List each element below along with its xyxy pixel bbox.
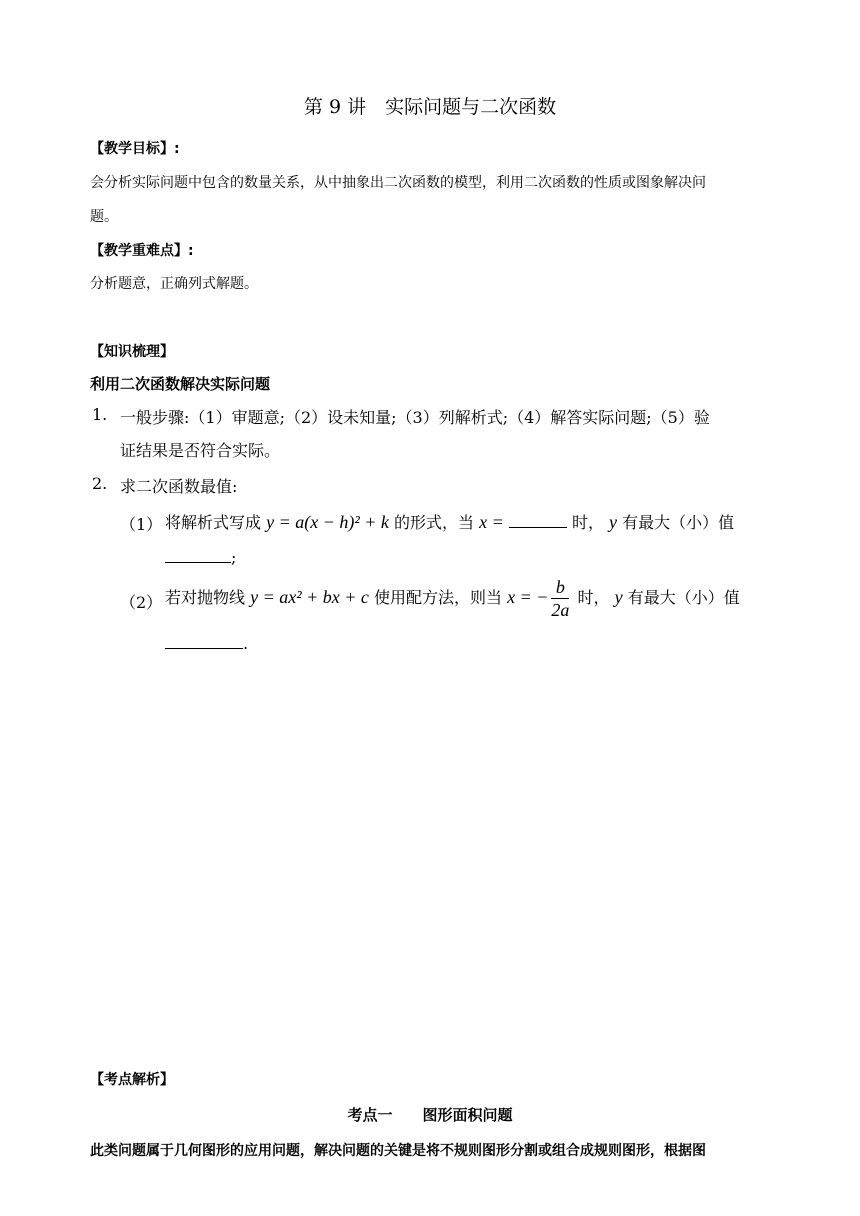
sub2-value-blank[interactable] [165, 632, 243, 649]
sub1-line [165, 510, 734, 533]
sub1-x-eq: x = [479, 512, 504, 532]
sub2-number: （2） [120, 593, 163, 612]
objectives-heading: 【教学目标】: [90, 141, 180, 157]
page-title: 第 9 讲 实际问题与二次函数 [303, 96, 557, 118]
sub1-y: y [609, 512, 618, 532]
key-points-text: 分析题意，正确列式解题。 [90, 276, 258, 292]
sub1-answer-blank[interactable] [509, 511, 567, 528]
sub1-value-blank[interactable] [165, 546, 231, 563]
sub2-tail: 有最大（小）值 [627, 588, 740, 607]
sub2-x-eq: x = − [507, 587, 549, 607]
item1-number: 1. [92, 405, 108, 424]
sub2-frac-numerator: b [551, 576, 569, 599]
sub1-mid: 的形式，当 [394, 513, 475, 532]
item2-number: 2. [92, 474, 108, 493]
sub2-line2 [165, 632, 248, 653]
sub1-tail: 有最大（小）值 [622, 513, 735, 532]
knowledge-heading: 【知识梳理】 [90, 344, 174, 360]
sub1-end: ; [231, 548, 237, 567]
sub1-formula: y = a(x − h)² + k [266, 512, 389, 532]
analysis-intro: 此类问题属于几何图形的应用问题，解决问题的关键是将不规则图形分割或组合成规则图形，根据图 [90, 1143, 706, 1159]
key-points-heading: 【教学重难点】: [90, 243, 194, 259]
sub2-pre: 若对抛物线 [165, 588, 246, 607]
sub1-post: 时， [571, 513, 604, 532]
objectives-text-line2: 题。 [90, 209, 118, 225]
sub1-line2 [165, 546, 236, 567]
sub2-post: 时， [577, 588, 610, 607]
analysis-heading: 【考点解析】 [90, 1072, 174, 1088]
sub2-fraction [551, 576, 569, 621]
sub2-formula: y = ax² + bx + c [250, 587, 369, 607]
item1-line2: 证结果是否符合实际。 [120, 441, 281, 460]
sub2-line [165, 576, 740, 621]
sub1-number: （1） [120, 515, 163, 534]
sub2-y: y [614, 587, 623, 607]
objectives-text-line1: 会分析实际问题中包含的数量关系，从中抽象出二次函数的模型，利用二次函数的性质或图象解决问 [90, 175, 706, 191]
sub1-pre: 将解析式写成 [165, 513, 262, 532]
point-title: 考点一 图形面积问题 [347, 1106, 513, 1124]
sub2-mid: 使用配方法，则当 [374, 588, 503, 607]
sub2-end: . [243, 634, 249, 653]
item2-text: 求二次函数最值: [120, 477, 238, 496]
item1-line1: 一般步骤:（1）审题意;（2）设未知量;（3）列解析式;（4）解答实际问题;（5）验 [120, 408, 710, 427]
knowledge-subheading: 利用二次函数解决实际问题 [90, 375, 271, 393]
sub2-frac-denominator: 2a [551, 600, 570, 620]
